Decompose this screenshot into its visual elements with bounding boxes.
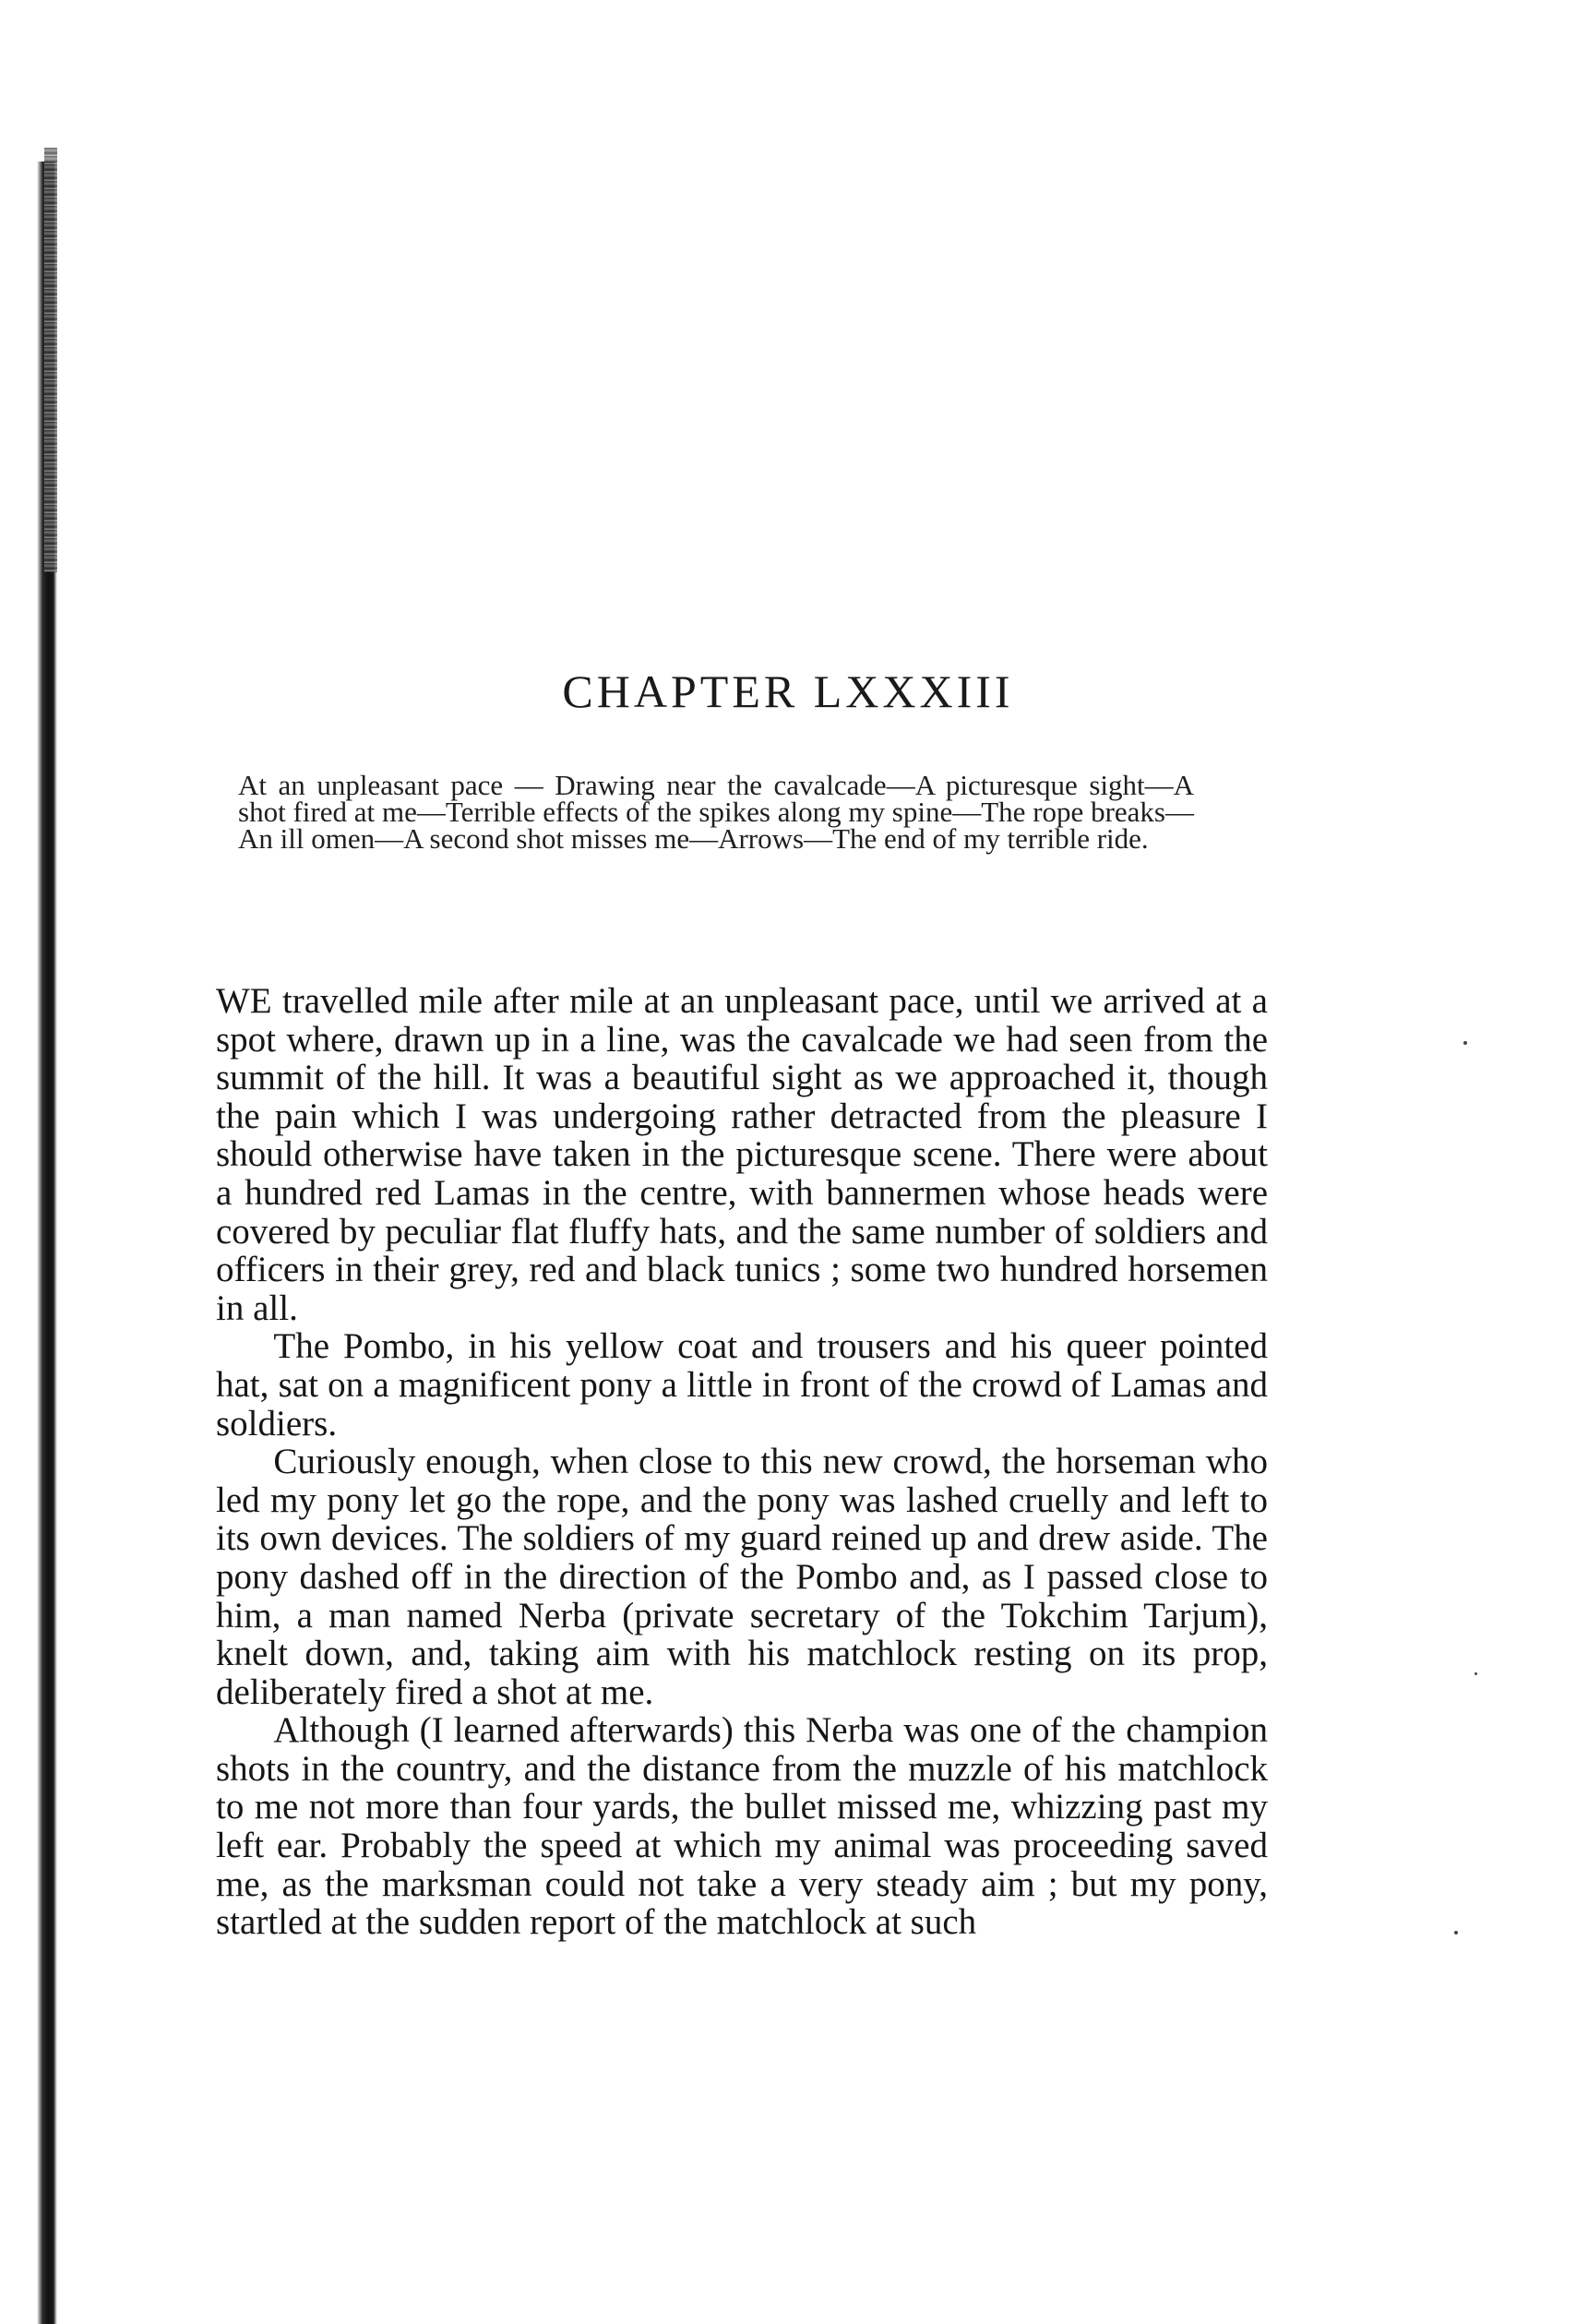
- paragraph-2: The Pombo, in his yellow coat and trousers and his queer pointed hat, sat on a magnificent pony a little in front of the crowd of Lamas and soldiers.: [216, 1326, 1268, 1444]
- scan-speck: [1454, 1931, 1458, 1935]
- scan-speck: [1475, 1672, 1477, 1675]
- paragraph-3: Curiously enough, when close to this new crowd, the horseman who led my pony let go the rope, and the pony was lashed cruelly and left to its own devices. The soldiers of my guard reined up and drew aside. The pony dashed off in the direction of the Pombo and, as I passed close to him, a man named Nerba (private secretary of the Tokchim Tarjum), knelt down, and, taking aim with his matchlock resting on its prop, deliberately fired a shot at me.: [216, 1442, 1268, 1712]
- body-text: [216, 982, 1268, 1942]
- paragraph-4: Although (I learned afterwards) this Nerba was one of the champion shots in the country, and the distance from the muzzle of his matchlock to me not more than four yards, the bullet missed me, whizzing past my left ear. Probably the speed at which my animal was proceeding saved me, as the marksman could not take a very steady aim ; but my pony, startled at the sudden report of the matchlock at such: [216, 1710, 1268, 1943]
- scan-speck: [1463, 1041, 1467, 1045]
- chapter-title: CHAPTER LXXXIII: [562, 665, 1014, 717]
- paragraph-1: WE travelled mile after mile at an unpleasant pace, until we arrived at a spot where, drawn up in a line, was the cavalcade we had seen from the summit of the hill. It was a beautiful sight as we approached it, though the pain which I was undergoing rather detracted from the pleasure I should otherwise have taken in the picturesque scene. There were about a hundred red Lamas in the centre, with bannermen whose heads were covered by peculiar flat fluffy hats, and the same number of soldiers and officers in their grey, red and black tunics ; some two hundred horsemen in all.: [216, 981, 1268, 1328]
- chapter-synopsis: At an unpleasant pace — Drawing near the cavalcade—A picturesque sight—A shot fired at me—Terrible effects of the spikes along my spine—The rope breaks—An ill omen—A second shot misses me—Arrows—The end of my terrible ride.: [238, 769, 1194, 855]
- binding-edge-texture: [44, 148, 57, 572]
